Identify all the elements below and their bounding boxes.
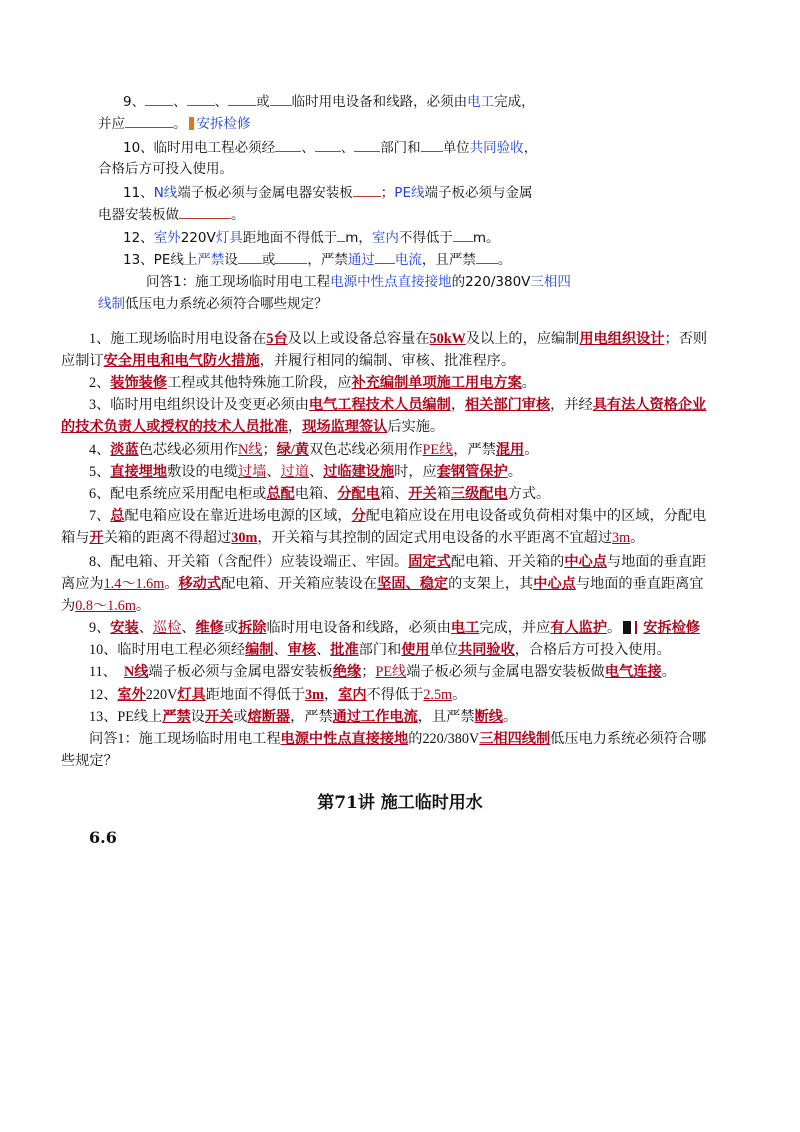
q9-line1: 9、 、 、 或 临时用电设备和线路，必须由电工完成， [123,94,535,110]
a8-line1: 8、配电箱、开关箱（含配件）应装设端正、牢固。固定式配电箱、开关箱的中心点与地面的垂直距 [89,554,707,570]
highlight-marker-icon [623,621,631,634]
q9-line2: 并应 。 安拆检修 [98,116,251,132]
a1-line2: 应制订安全用电和电气防火措施，并履行相同的编制、审核、批准程序。 [61,353,516,369]
a5-line: 5、直接埋地敷设的电缆过墙、过道、过临建设施时，应套钢管保护。 [89,464,522,480]
a11-line: 11、 N线端子板必须与金属电器安装板绝缘；PE线端子板必须与金属电器安装板做电气连接。 [89,664,676,680]
a1-line1: 1、施工现场临时用电设备在5台及以上或设备总容量在50kW及以上的，应编制用电组织设计；否则 [89,331,708,347]
page-number: 6.6 [89,828,117,847]
a10-line: 10、临时用电工程必须经编制、审核、批准部门和使用单位共同验收，合格后方可投入使用。 [89,642,671,658]
q12-line: 12、室外220V灯具距地面不得低于 m，室内不得低于 m。 [123,230,500,246]
a8-line2: 离应为1.4～1.6m。移动式配电箱、开关箱应装设在坚固、稳定的支架上，其中心点与地面的垂直距离宜 [61,576,704,592]
q9-answer: 安拆检修 [196,116,251,132]
q10-line1: 10、临时用电工程必须经 、 、 部门和 单位共同验收， [123,140,538,156]
a2-line: 2、装饰装修工程或其他特殊施工阶段，应补充编制单项施工用电方案。 [89,375,536,391]
q10-line2: 合格后方可投入使用。 [98,161,233,177]
a13-line: 13、PE线上严禁设开关或熔断器，严禁通过工作电流，且严禁断线。 [89,709,518,725]
section-title: 第71讲 施工临时用水 [317,793,483,813]
a7-line2: 箱与开关箱的距离不得超过30m，开关箱与其控制的固定式用电设备的水平距离不宜超过3m。 [61,530,645,546]
a12-line: 12、室外220V灯具距地面不得低于3m，室内不得低于2.5m。 [89,687,467,703]
qa1-line1: 问答1：施工现场临时用电工程电源中性点直接接地的220/380V三相四 [146,274,571,290]
qa2-line2: 些规定？ [61,753,118,769]
q13-line: 13、PE线上严禁设 或 ，严禁通过 电流，且严禁 。 [123,252,512,268]
highlight-marker-icon [189,117,194,130]
a9-line: 9、安装、巡检、维修或拆除临时用电设备和线路，必须由电工完成，并应有人监护。 安拆检修 [89,620,700,636]
a4-line: 4、淡蓝色芯线必须用作N线；绿/黄双色芯线必须用作PE线，严禁混用。 [89,442,539,458]
qa2-line1: 问答1：施工现场临时用电工程电源中性点直接接地的220/380V三相四线制低压电力系统必须符合哪 [89,731,707,747]
a7-line1: 7、总配电箱应设在靠近进场电源的区域，分配电箱应设在用电设备或负荷相对集中的区域，分配电 [89,508,707,524]
q11-line2: 电器安装板做 。 [98,207,245,223]
a3-line2: 的技术负责人或授权的技术人员批准，现场监理签认后实施。 [61,419,445,435]
qa1-line2: 线制低压电力系统必须符合哪些规定？ [98,296,328,312]
a3-line1: 3、临时用电组织设计及变更必须由电气工程技术人员编制，相关部门审核，并经具有法人资格企业 [89,397,707,413]
a8-line3: 为0.8～1.6m。 [61,598,151,614]
q11-line1: 11、N线端子板必须与金属电器安装板 ；PE线端子板必须与金属 [123,185,533,201]
a6-line: 6、配电系统应采用配电柜或总配电箱、分配电箱、开关箱三级配电方式。 [89,486,551,502]
cursor-bar-icon [635,621,637,634]
